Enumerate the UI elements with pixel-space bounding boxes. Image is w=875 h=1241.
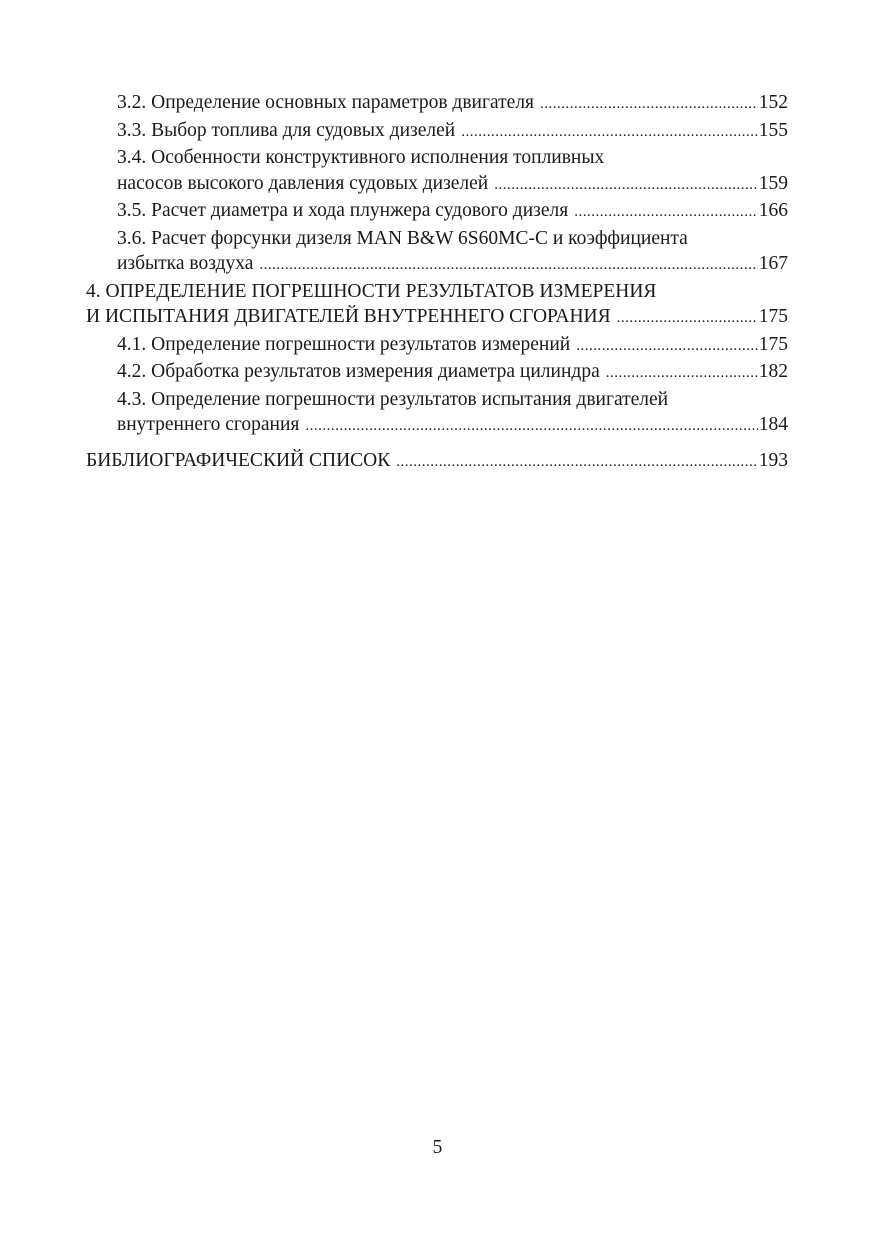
toc-entry-line [117,332,788,360]
dot-leader [461,120,758,146]
toc-entry-line [117,171,788,199]
toc-entry-line [86,279,788,305]
toc-entry-line [117,251,788,279]
toc-entry-page: 193 [758,449,788,471]
dot-leader [574,200,758,226]
toc-entry-3-2[interactable] [86,90,788,118]
toc-entry-title: 3.6. Расчет форсунки дизеля MAN B&W 6S60MC-C и коэффициента [117,227,688,249]
toc-entry-page: 175 [758,333,788,355]
table-of-contents [86,90,788,475]
toc-entry-line [117,198,788,226]
toc-entry-title: БИБЛИОГРАФИЧЕСКИЙ СПИСОК [86,449,391,471]
toc-entry-title: 4.3. Определение погрешности результатов испытания двигателей [117,388,669,410]
dot-leader [396,450,758,476]
toc-entry-line [117,359,788,387]
dot-leader [259,253,757,279]
toc-entry-4-1[interactable] [86,332,788,360]
toc-entry-title: 3.2. Определение основных параметров двигателя [117,92,535,113]
toc-entry-3-3[interactable] [86,118,788,146]
page-number: 5 [432,1137,443,1158]
toc-entry-4-2[interactable] [86,359,788,387]
toc-entry-title: 3.4. Особенности конструктивного исполнения топливных [117,147,605,168]
toc-entry-page: 184 [758,414,788,435]
dot-leader [576,334,758,360]
toc-entry-line [117,387,788,413]
toc-entry-3-4[interactable] [86,145,788,198]
toc-entry-page: 182 [758,361,788,382]
toc-entry-title-continued: избытка воздуха [117,253,254,274]
toc-entry-page: 167 [758,253,788,274]
toc-entry-title-continued: И ИСПЫТАНИЯ ДВИГАТЕЛЕЙ ВНУТРЕННЕГО СГОРАНИЯ [86,306,611,327]
toc-entry-page: 166 [758,200,788,221]
dot-leader [305,414,757,440]
dot-leader [617,306,758,332]
toc-entry-line [117,118,788,146]
toc-entry-page: 175 [758,306,788,327]
toc-entry-title: 4.2. Обработка результатов измерения диаметра цилиндра [117,361,600,382]
toc-entry-title-continued: внутреннего сгорания [117,414,300,435]
toc-entry-title: 4. ОПРЕДЕЛЕНИЕ ПОГРЕШНОСТИ РЕЗУЛЬТАТОВ ИЗМЕРЕНИЯ [86,280,657,302]
toc-entry-bibliography[interactable] [86,448,788,476]
dot-leader [606,361,758,387]
toc-entry-title: 4.1. Определение погрешности результатов измерений [117,333,571,355]
toc-entry-page: 159 [758,172,788,194]
dot-leader [540,92,758,118]
toc-entry-line [117,90,788,118]
dot-leader [494,173,758,199]
toc-entry-page: 152 [758,92,788,113]
toc-entry-page: 155 [758,119,788,141]
toc-entry-line [86,448,788,476]
toc-entry-line [86,304,788,332]
toc-entry-3-5[interactable] [86,198,788,226]
toc-entry-chapter-4[interactable] [86,279,788,332]
toc-entry-line [117,145,788,171]
toc-entry-title-continued: насосов высокого давления судовых дизелей [117,172,489,194]
toc-entry-title: 3.5. Расчет диаметра и хода плунжера судового дизеля [117,200,569,221]
toc-entry-4-3[interactable] [86,387,788,440]
toc-entry-line [117,412,788,440]
toc-entry-line [117,226,788,252]
toc-entry-3-6[interactable] [86,226,788,279]
toc-entry-title: 3.3. Выбор топлива для судовых дизелей [117,119,456,141]
